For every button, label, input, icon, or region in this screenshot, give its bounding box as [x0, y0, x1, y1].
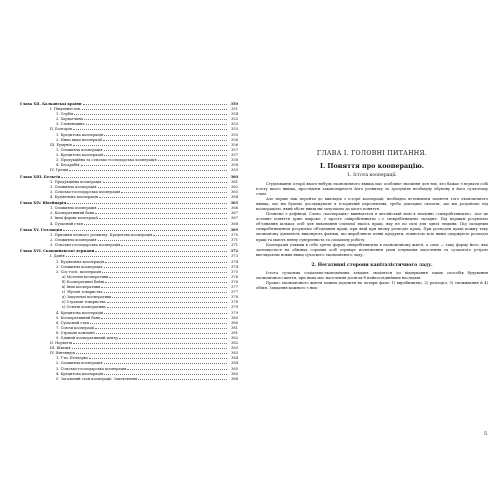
toc-entry — [20, 168, 238, 173]
toc-leader-dots — [82, 109, 227, 110]
toc-leader-dots — [73, 343, 227, 344]
subsection-title: 2. Негативні сторони капіталістичного ладу. — [311, 262, 433, 268]
toc-leader-dots — [98, 187, 227, 188]
section-title: I. Поняття про кооперацію. — [319, 162, 425, 170]
toc-leader-dots — [104, 374, 227, 375]
toc-page-number: 368 — [231, 221, 238, 226]
toc-entry-title: 2. Споживча кооперація — [50, 184, 97, 189]
toc-leader-dots — [104, 135, 227, 136]
toc-leader-dots — [101, 318, 227, 319]
toc-page-number: 364 — [231, 194, 238, 199]
toc-page-number: 358 — [231, 158, 238, 163]
section-subtitle: 1. Істота кооперації. — [347, 173, 397, 178]
toc-page-number: 382 — [231, 341, 238, 346]
toc-page-number: 350 — [230, 102, 238, 106]
toc-page-number: 352 — [231, 117, 238, 122]
toc-entry — [20, 222, 238, 227]
toc-leader-dots — [72, 348, 227, 349]
toc-entry-title: 3. Сільсько-господарська кооперація — [50, 243, 121, 248]
toc-entry — [20, 195, 238, 200]
toc-entry-title: 3. Сільсько-господарська кооперація — [50, 189, 121, 194]
toc-entry-title: 4. Бесарабія — [56, 163, 80, 168]
toc-entry-title: 1. Споживча кооперація — [56, 147, 103, 152]
toc-page-number: 379 — [231, 310, 238, 315]
toc-page-number: 373 — [231, 254, 238, 259]
toc-leader-dots — [99, 218, 227, 219]
chapter-title: ГЛАВА I. ГОЛОВНІ ПИТАННЯ. — [316, 150, 428, 157]
toc-page-number: 353 — [231, 122, 238, 127]
toc-entry-title: II. Болгарія — [50, 127, 72, 132]
toc-leader-dots — [109, 277, 227, 278]
toc-page-number: 362 — [231, 184, 238, 189]
toc-page-number: 377 — [231, 285, 238, 290]
toc-entry-title: 2. Кооперативний банк — [50, 211, 95, 216]
toc-page-number: 361 — [231, 179, 238, 184]
toc-page-number: 360 — [230, 174, 238, 179]
toc-entry-title: I. Південнослов. — [50, 107, 81, 112]
toc-page-number: 385 — [231, 366, 238, 371]
toc-leader-dots — [103, 140, 227, 141]
toc-leader-dots — [84, 119, 227, 120]
paragraph: Істота сучасних соціально-економічних завдань зводиться до відшукання таких способів будування економічного життя, при яких мас населення досягав б найпосліднійших наслідків. — [256, 270, 488, 280]
toc-entry — [20, 377, 238, 382]
toc-page-number: 370 — [231, 232, 238, 237]
toc-entry-title: 4. Сучасний стан — [50, 221, 83, 226]
toc-leader-dots — [95, 251, 227, 252]
toc-entry-title: д) Закупочні кооперативи — [62, 295, 112, 300]
toc-leader-dots — [107, 302, 227, 303]
toc-entry-title: в) Інші кооперативи — [62, 285, 101, 290]
toc-entry-title: IV. Греція — [50, 168, 69, 173]
toc-leader-dots — [121, 192, 227, 193]
toc-entry-title: 1. Сербія — [56, 112, 74, 117]
toc-page-number: 374 — [231, 264, 238, 269]
toc-entry-title: 8. Страхові компанії — [56, 330, 95, 335]
toc-entry-title: 1. Т-во Пеллерво — [56, 356, 88, 361]
toc-entry-title: 3. Інші форми кооперації — [50, 216, 98, 221]
toc-page-number: 363 — [231, 189, 238, 194]
toc-entry-title: 9. Єдиний кооперативний центр — [56, 335, 118, 340]
toc-entry-title: 7. Союзи кооперації — [56, 325, 95, 330]
toc-page-number: 357 — [231, 152, 238, 157]
toc-page-number: 384 — [231, 361, 238, 366]
toc-page-number: 381 — [231, 325, 238, 330]
toc-leader-dots — [121, 245, 227, 246]
toc-entry-title: 6. Сучасний стан — [56, 320, 89, 325]
toc-entry-title: 3. Словенщина — [56, 122, 85, 127]
toc-page-number: 359 — [231, 168, 238, 173]
toc-leader-dots — [99, 197, 227, 198]
toc-entry-title: є) Освітні кооперативи — [62, 305, 106, 310]
toc-leader-dots — [105, 262, 227, 263]
toc-entry-title: III. Румунія — [50, 142, 72, 147]
toc-entry-title: 4. Кредитова кооперація — [56, 310, 104, 315]
paragraph: Студіювання історії якого-небудь економічного явища має особливе значіння для тих, хто бажає з'ясувати собі істоту цього явища, прослідити закономірності його розвитку та зрозуміти необхідну обумову в його сучасному стані. — [256, 182, 488, 197]
toc-leader-dots — [95, 213, 227, 214]
toc-entry-title: 1. Будівельна кооперація — [56, 259, 105, 264]
toc-page-number: 380 — [231, 315, 238, 320]
toc-entry-title: Глава XIV. Швейцарія — [20, 201, 67, 206]
toc-leader-dots — [96, 333, 227, 334]
toc-page-number: 369 — [230, 227, 238, 232]
toc-page-number: 376 — [231, 279, 238, 284]
toc-page-number: 355 — [231, 132, 238, 137]
toc-entry-title: Глава XIII. Бельгія — [20, 174, 61, 179]
toc-page-number: 378 — [231, 295, 238, 300]
paragraph: Але перше ніж перейти до викладів з історії кооперації, необхідно встановити поняття того економічного явища, що ми будемо досліджувати в історичній перспективі; треба докладно сказати, що ми розуміємо під кооперацією, який обсяг явищ ми залучаємо до цього поняття. — [256, 197, 488, 212]
toc-leader-dots — [86, 124, 227, 125]
toc-leader-dots — [112, 297, 227, 298]
toc-page-number: 383 — [231, 346, 238, 351]
toc-page-number: 366 — [231, 206, 238, 211]
toc-leader-dots — [95, 328, 227, 329]
toc-leader-dots — [84, 224, 227, 225]
toc-entry-title: II. Норвегія — [50, 341, 73, 346]
toc-entry-title: 2. Кредитова кооперація — [56, 152, 104, 157]
toc-page-number: 351 — [231, 107, 238, 112]
toc-leader-dots — [104, 292, 227, 293]
toc-page-number: 382 — [231, 335, 238, 340]
toc-leader-dots — [127, 369, 227, 370]
toc-entry-title: е) Страхові товариства — [62, 300, 106, 305]
toc-entry — [20, 243, 238, 248]
toc-leader-dots — [102, 272, 227, 273]
toc-leader-dots — [98, 208, 227, 209]
toc-page-number: 379 — [231, 305, 238, 310]
paragraph: Почнемо з дефініції. Слово «кооперація» вживається в англійській мові в значінні «співробітництво». Але це останнє поняття дуже широке: є просте співробітництво і є співробітництво складне. Під першим розуміємо об'єднання кількох осіб для виконання спільної якоїсь праці, яку не по силі для одної людини. Під складним співробітництвом розуміємо об'єднання праці, при якій при якому розподіл праці. При розподілі праці кожну таку економічну діяльність виконують фахівці, що виробляють певні продукти, повнотою всіх ними одержують розподіл праці та мають певну суверенність та соціальну роботу. — [256, 212, 488, 242]
toc-entry-title: 2. Споживча кооперація — [56, 264, 103, 269]
toc-page-number: 381 — [231, 330, 238, 335]
toc-page-number: 356 — [231, 137, 238, 142]
toc-page-number: 365 — [230, 201, 238, 206]
toc-page-number: 383 — [231, 351, 238, 356]
toc-page-number: 357 — [231, 147, 238, 152]
toc-entry-title: IV. Фінляндія — [50, 351, 75, 356]
toc-entry-title: 1. Споживча кооперація — [50, 206, 97, 211]
toc-page-number: 375 — [231, 269, 238, 274]
toc-page-number: 356 — [231, 142, 238, 147]
toc-entry-title: г) Збутові товариства — [62, 290, 103, 295]
toc-entry-title: 3. Сільсько-господарська кооперація — [56, 366, 127, 371]
toc-leader-dots — [89, 358, 227, 359]
toc-leader-dots — [107, 307, 227, 308]
toc-leader-dots — [104, 150, 227, 151]
toc-entry-title: 5. Кооперативний банк — [56, 315, 101, 320]
paragraph: Кооперація узявши в себе третю форму співробітництва в економічному житті, а саме — таку форму його, яка засновується на обмінах сорених осіб отримує полегшення умов існування населення та сучасного устрою виглядаючи нових явищ сучасного економічного ладу. — [256, 242, 488, 257]
toc-entry-title: 3. Сіл.-госп. кооперація — [56, 269, 102, 274]
toc-leader-dots — [61, 177, 227, 178]
toc-page-number: 380 — [231, 320, 238, 325]
toc-page-number: 371 — [231, 243, 238, 248]
toc-leader-dots — [101, 287, 227, 288]
toc-page-number: 378 — [231, 300, 238, 305]
toc-entry-title: III. Швеція — [50, 346, 71, 351]
toc-leader-dots — [90, 323, 227, 324]
toc-page-number: 386 — [231, 376, 238, 381]
toc-entry-title: 1. Кредитова кооперація — [56, 132, 104, 137]
toc-leader-dots — [98, 240, 227, 241]
toc-page-number: 367 — [231, 211, 238, 216]
toc-leader-dots — [67, 203, 227, 204]
toc-page-number: 372 — [230, 249, 238, 254]
toc-entry-title: 2. Хорватчина — [56, 117, 84, 122]
toc-leader-dots — [104, 363, 227, 364]
toc-page-number: 385 — [231, 371, 238, 376]
toc-leader-dots — [153, 235, 227, 236]
toc-leader-dots — [73, 145, 227, 146]
toc-page-number: 384 — [231, 356, 238, 361]
toc-leader-dots — [119, 338, 227, 339]
toc-leader-dots — [74, 114, 227, 115]
chapter-page — [256, 150, 488, 291]
toc-entry-title: 2. Споживча кооперація — [56, 361, 103, 366]
toc-page-number: 376 — [231, 274, 238, 279]
toc-page-number: 354 — [231, 112, 238, 117]
toc-entry-title: б) Кооперативні бойні — [62, 279, 105, 284]
toc-entry-title: 2. Споживча кооперація — [50, 238, 97, 242]
toc-entry-title: I. Данія — [50, 254, 65, 259]
toc-leader-dots — [104, 267, 227, 268]
toc-entry-title: 5. Загальний стан кооперації. Заключення — [56, 376, 138, 381]
toc-entry-title: 4. Кредитова кооперація — [56, 371, 104, 376]
toc-entry-title: 3. Продукційна та сільсько-господарська кооперація — [56, 158, 157, 163]
toc-entry-title: Глава XII. Балканські краіни — [20, 102, 82, 106]
toc-leader-dots — [104, 155, 227, 156]
toc-entry-title: 1. Продукційна кооперація — [50, 179, 102, 184]
toc-page-number: 374 — [231, 259, 238, 264]
toc-leader-dots — [158, 160, 227, 161]
toc-leader-dots — [83, 104, 228, 105]
toc-leader-dots — [73, 129, 227, 130]
toc-page-number: 367 — [231, 216, 238, 221]
toc-leader-dots — [66, 256, 227, 257]
toc-leader-dots — [138, 379, 227, 380]
toc-leader-dots — [103, 182, 227, 183]
toc-leader-dots — [81, 165, 227, 166]
toc-entry-title: а) Молочні кооперативи — [62, 274, 109, 279]
toc-leader-dots — [104, 313, 227, 314]
toc-leader-dots — [105, 282, 227, 283]
toc-page-number: 353 — [231, 127, 238, 132]
paragraph: Процес економічного життя можна поділити на чотири фази: 1) виробництво, 2) розподіл, 3) споживання й 4) обмін. Завдання кожного з них: — [256, 280, 488, 290]
toc-entry-title: Глава XVI. Скандинавські держави — [20, 249, 95, 254]
toc-entry-title: Глава XV. Голландія — [20, 227, 63, 232]
toc-entry-title: 1. Причини пізнього розвитку. Кредитова кооперація — [50, 232, 153, 237]
table-of-contents — [20, 102, 238, 382]
page-number: 5 — [484, 431, 488, 437]
toc-page-number: 371 — [231, 238, 238, 242]
toc-leader-dots — [69, 170, 227, 171]
toc-page-number: 377 — [231, 290, 238, 295]
toc-leader-dots — [63, 230, 227, 231]
toc-page-number: 358 — [231, 163, 238, 168]
toc-entry-title: 2. Инші види кооперації — [56, 137, 103, 142]
toc-entry-title: 4. Будівельна кооперація — [50, 194, 99, 199]
toc-leader-dots — [76, 353, 227, 354]
